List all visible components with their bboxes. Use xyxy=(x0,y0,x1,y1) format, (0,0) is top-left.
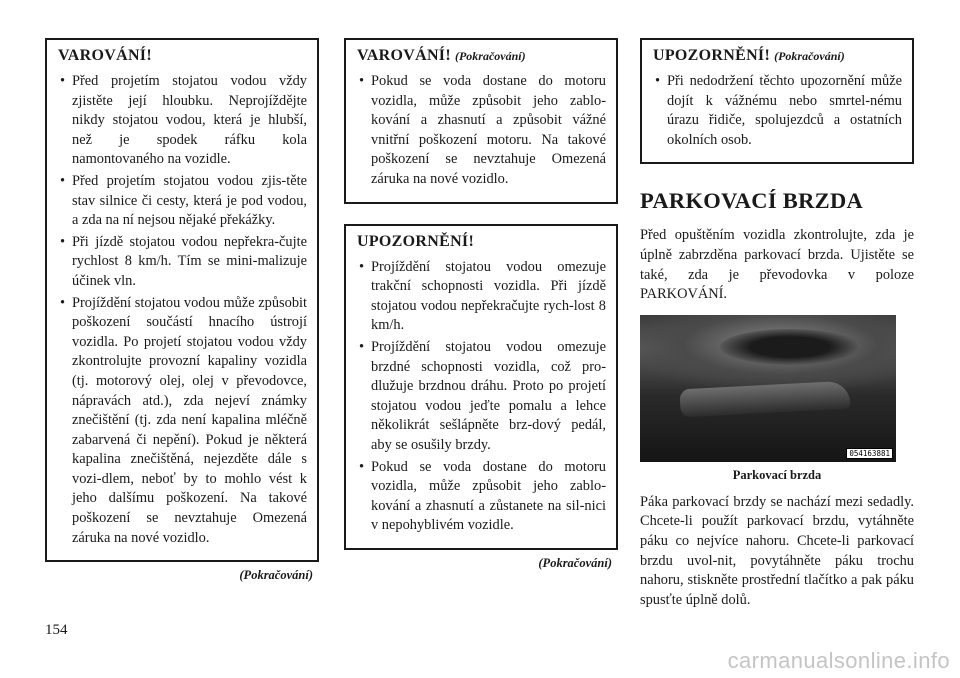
warning-title: VAROVÁNÍ! xyxy=(58,47,152,64)
warning-list xyxy=(357,72,606,190)
caution-box-continued xyxy=(640,38,914,164)
warning-bullet: • Před projetím stojatou vodou vždy zjistěte její hloubku. Neprojíždějte nikdy stojatou vodou, která je hlubší, než je spodek ráfku kola namontovaného na vozidle. xyxy=(58,72,307,170)
column-right xyxy=(640,38,914,610)
caution-list xyxy=(357,258,606,536)
caution-title-text: UPOZORNĚNÍ! xyxy=(653,47,771,64)
warning-title-text: VAROVÁNÍ! xyxy=(357,47,451,64)
continued-note: (Pokračování) xyxy=(538,555,612,570)
caution-bullet: • Pokud se voda dostane do motoru vozidla, může způsobit jeho zablo-kování a zhasnutí a zůstanete na sil-nici v nepohyblivém vozidle. xyxy=(357,458,606,536)
image-code: 054163881 xyxy=(846,448,893,459)
cupholder-shape xyxy=(720,329,860,365)
caution-box xyxy=(344,224,618,550)
warning-bullet: • Při jízdě stojatou vodou nepřekra-čujte rychlost 8 km/h. Tím se mini-malizuje účinek vln. xyxy=(58,233,307,292)
image-caption: Parkovací brzda xyxy=(732,467,822,482)
warning-list xyxy=(58,72,307,548)
warning-bullet: • Projíždění stojatou vodou může způsobit poškození součástí hnacího ústrojí vozidla. Po projetí stojatou vodou vždy zkontrolujte provozní kapaliny vozidla (tj. motorový olej, olej v převodovce, nápravách atd.), zda nejeví známky znečištění (tj. zda není kapalina mléčně zabarvená či nepění). Pokud je některá kapalina znečištěná, nejezděte dále s vozi-dlem, neboť by to mohlo vést k jeho dalšímu poškození. Na takové poškození se nevztahuje Omezená záruka na nové vozidlo. xyxy=(58,294,307,549)
section-title: PARKOVACÍ BRZDA xyxy=(640,188,864,214)
caution-title xyxy=(653,47,902,65)
caution-continued-label: (Pokračování) xyxy=(774,49,845,63)
caution-bullet: • Projíždění stojatou vodou omezuje trakční schopnosti vozidla. Při jízdě stojatou vodou nepřekračujte rych-lost 8 km/h. xyxy=(357,258,606,336)
warning-continued-label: (Pokračování) xyxy=(454,49,526,63)
caution-title: UPOZORNĚNÍ! xyxy=(357,232,475,250)
watermark: carmanualsonline.info xyxy=(727,648,950,673)
warning-box-continued xyxy=(344,38,618,204)
page-number: 154 xyxy=(45,622,68,638)
column-left xyxy=(45,38,319,583)
brake-lever-shape xyxy=(679,380,850,417)
warning-box xyxy=(45,38,319,562)
column-middle xyxy=(344,38,618,571)
body-paragraph: Páka parkovací brzdy se nachází mezi sedadly. Chcete-li použít parkovací brzdu, vytáhněte páku co nejvíce nahoru. Chcete-li parkovací brzdu uvol-nit, povytáhněte páku trochu nahoru, stiskněte prostřední tlačítko a pak páku spusťte úplně dolů. xyxy=(640,493,914,608)
caution-bullet: • Projíždění stojatou vodou omezuje brzdné schopnosti vozidla, což pro-dlužuje brzdnou dráhu. Proto po projetí stojatou vodou jeďte pomalu a lehce několikrát sešlápněte brz-dový pedál, aby se osušily brzdy. xyxy=(357,338,606,456)
warning-bullet: • Pokud se voda dostane do motoru vozidla, může způsobit jeho zablo-kování a zhasnutí a způsobit vážné vnitřní poškození motoru. Na takové poškození se nevztahuje Omezená záruka na nové vozidlo. xyxy=(357,72,606,190)
caution-list xyxy=(653,72,902,150)
continued-note: (Pokračování) xyxy=(239,568,313,583)
warning-title xyxy=(357,47,606,65)
warning-bullet: • Před projetím stojatou vodou zjis-těte stav silnice či cesty, která je pod vodou, a zda na ní nejsou nějaké překážky. xyxy=(58,172,307,231)
intro-paragraph: Před opuštěním vozidla zkontrolujte, zda je úplně zabrzděna parkovací brzda. Ujistěte se také, zda je převodovka v poloze PARKOVÁNÍ. xyxy=(640,227,914,303)
caution-bullet: • Při nedodržení těchto upozornění může dojít k vážnému nebo smrtel-nému úrazu řidiče, spolujezdců a ostatních okolních osob. xyxy=(653,72,902,150)
parking-brake-photo xyxy=(640,315,896,462)
